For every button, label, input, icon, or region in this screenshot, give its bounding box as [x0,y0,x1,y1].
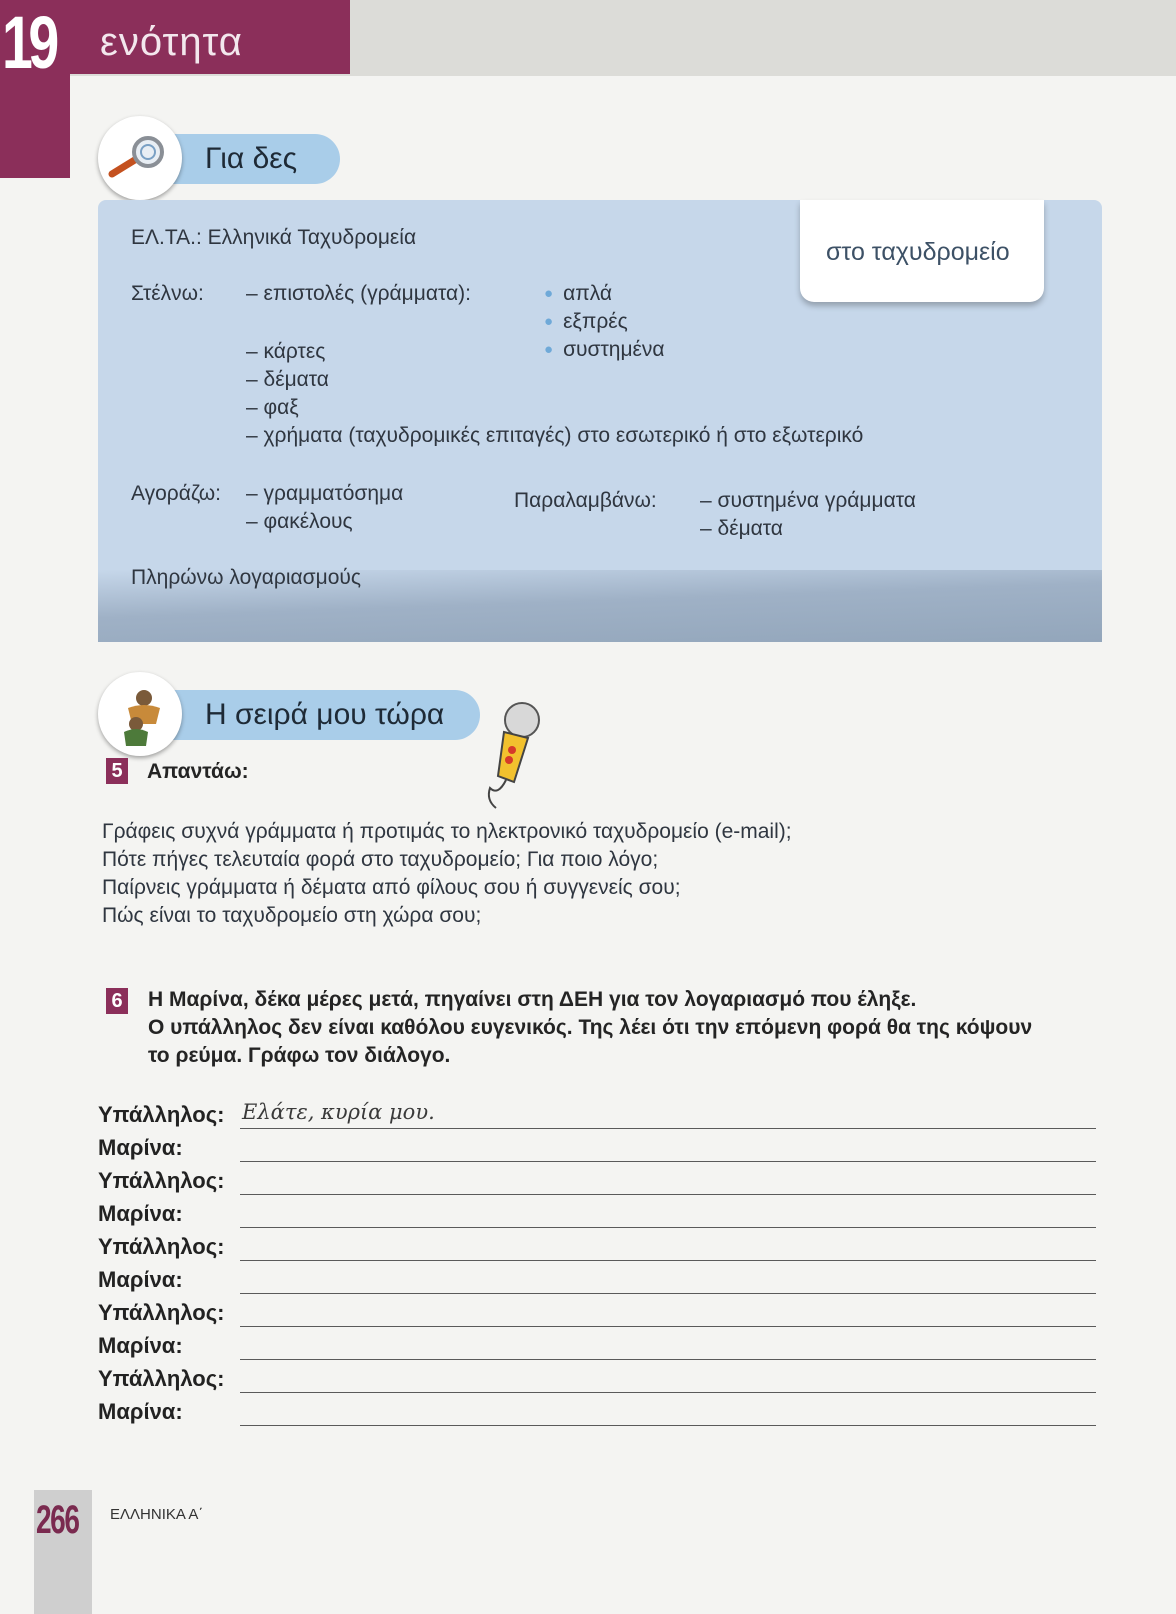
answer-line [240,1128,1096,1129]
question: Παίρνεις γράμματα ή δέματα από φίλους σου ή συγγενείς σου; [102,876,681,899]
exercise-5-badge: 5 [106,758,128,784]
post-office-tag-text: στο ταχυδρομείο [826,238,1010,266]
dialogue-speaker: Υπάλληλος: [98,1168,225,1193]
exercise-6-line: Ο υπάλληλος δεν είναι καθόλου ευγενικός. Της λέει ότι την επόμενη φορά θα της κόψουν [148,1016,1033,1039]
dialogue-speaker: Μαρίνα: [98,1333,183,1358]
dialogue-speaker: Μαρίνα: [98,1135,183,1160]
buy-item: – φακέλους [246,510,353,533]
unit-number: 19 [2,1,55,84]
section-title-turn: Η σειρά μου τώρα [205,698,445,731]
dialogue-speaker: Μαρίνα: [98,1267,183,1292]
question: Πότε πήγες τελευταία φορά στο ταχυδρομείο; Για ποιο λόγο; [102,848,659,871]
buy-item: – γραμματόσημα [246,482,404,505]
answer-line [240,1260,1096,1261]
send-item: – επιστολές (γράμματα): [246,282,471,305]
answer-line [240,1326,1096,1327]
send-label: Στέλνω: [131,282,204,305]
dialogue-speaker: Μαρίνα: [98,1201,183,1226]
letter-type-item: ● εξπρές [544,310,628,334]
magnifier-icon [98,116,182,200]
dialogue-speaker: Υπάλληλος: [98,1102,225,1127]
answer-line [240,1227,1096,1228]
exercise-6-line: Η Μαρίνα, δέκα μέρες μετά, πηγαίνει στη ΔΕΗ για τον λογαριασμό που έληξε. [148,988,917,1011]
receive-label: Παραλαμβάνω: [514,489,657,512]
letter-type-item: ● συστημένα [544,338,665,362]
section-title-look: Για δες [205,142,298,175]
send-item: – χρήματα (ταχυδρομικές επιταγές) στο εσωτερικό ή στο εξωτερικό [246,424,864,447]
people-icon [98,672,182,756]
answer-line [240,1293,1096,1294]
post-office-tag [800,200,1044,302]
receive-item: – συστημένα γράμματα [700,489,916,512]
microphone-icon [484,700,544,812]
exercise-6-badge: 6 [106,988,128,1014]
exercise-5-title: Απαντάω: [147,760,249,783]
dialogue-speaker: Υπάλληλος: [98,1234,225,1259]
question: Γράφεις συχνά γράμματα ή προτιμάς το ηλεκτρονικό ταχυδρομείο (e-mail); [102,820,792,843]
dialogue-speaker: Υπάλληλος: [98,1366,225,1391]
dialogue-speaker: Μαρίνα: [98,1399,183,1424]
buy-label: Αγοράζω: [131,482,221,505]
answer-line [240,1194,1096,1195]
receive-item: – δέματα [700,517,783,540]
send-item: – δέματα [246,368,329,391]
answer-line [240,1359,1096,1360]
answer-line [240,1425,1096,1426]
page-number: 266 [36,1498,79,1542]
answer-line [240,1392,1096,1393]
dialogue-speaker: Υπάλληλος: [98,1300,225,1325]
book-title: ΕΛΛΗΝΙΚΑ Α΄ [110,1506,204,1523]
letter-type-item: ● απλά [544,282,612,306]
pay-text: Πληρώνω λογαριασμούς [131,566,362,589]
send-item: – φαξ [246,396,299,419]
question: Πώς είναι το ταχυδρομείο στη χώρα σου; [102,904,482,927]
answer-line [240,1161,1096,1162]
unit-word: ενότητα [100,20,243,64]
send-item: – κάρτες [246,340,326,363]
dialogue-answer[interactable]: Ελάτε, κυρία μου. [242,1100,435,1124]
exercise-6-line: το ρεύμα. Γράφω τον διάλογο. [148,1044,451,1067]
elta-text: ΕΛ.ΤΑ.: Ελληνικά Ταχυδρομεία [131,226,417,249]
